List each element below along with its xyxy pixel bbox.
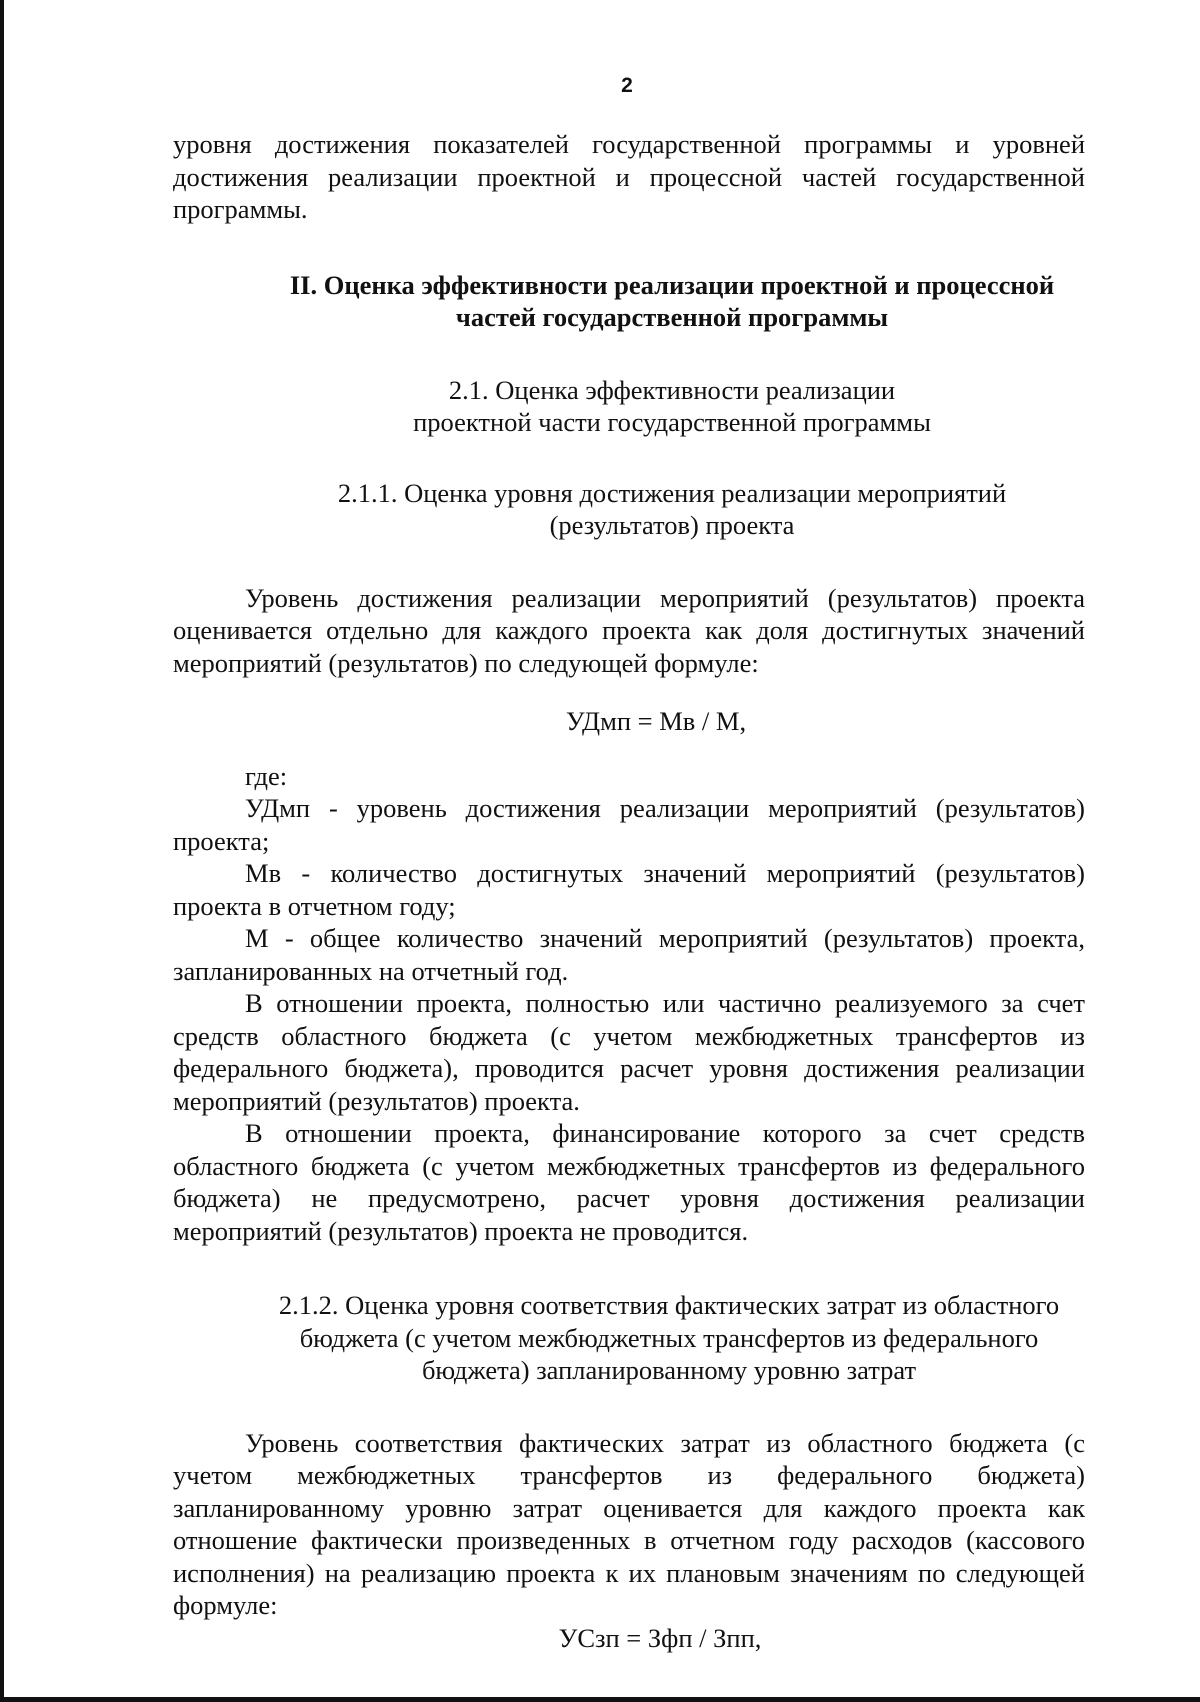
- intro-paragraph: уровня достижения показателей государственной программы и уровней достижения реализации проектной и процессной частей государственной программы.: [173, 129, 1085, 224]
- subsection-title-line-2: проектной части государственной программы: [413, 407, 931, 437]
- subsection-title-line-1: 2.1. Оценка эффективности реализации: [448, 374, 896, 405]
- level-description-paragraph: Уровень достижения реализации мероприятий (результатов) проекта оценивается отдельно для каждого проекта как доля достигнутых значений мероприятий (результатов) по следующей формуле:: [173, 582, 1085, 678]
- formula-uszp: УСзп = Зфп / Зпп,: [558, 1622, 762, 1653]
- subsubsection-1-title-line-1: 2.1.1. Оценка уровня достижения реализации мероприятий: [337, 477, 1007, 508]
- cost-description-paragraph: Уровень соответствия фактических затрат из областного бюджета (с учетом межбюджетных трансфертов из федерального бюджета) запланированному уровню затрат оценивается для каждого проекта как отношение фактически произведенных в отчетном году расходов (кассового исполнения) на реализацию проекта к их плановым значениям по следующей формуле:: [173, 1427, 1085, 1620]
- page-number: 2: [621, 74, 633, 97]
- subsection-title: [173, 374, 1085, 439]
- subsubsection-2-title-line-1: 2.1.2. Оценка уровня соответствия фактических затрат из областного: [278, 1290, 1060, 1320]
- section-title-line-2: частей государственной программы: [455, 302, 889, 332]
- definition-mv: Мв - количество достигнутых значений мероприятий (результатов) проекта в отчетном году;: [173, 858, 1085, 921]
- subsubsection-1-title-line-2: (результатов) проекта: [549, 510, 795, 540]
- not-funded-paragraph: В отношении проекта, финансирование которого за счет средств областного бюджета (с учетом межбюджетных трансфертов из федерального бюджета) не предусмотрено, расчет уровня достижения реализации мероприятий (результатов) проекта не проводится.: [173, 1118, 1085, 1246]
- subsubsection-1-title: [173, 477, 1085, 542]
- definition-udmp: УДмп - уровень достижения реализации мероприятий (результатов) проекта;: [173, 793, 1085, 856]
- subsubsection-2-title-line-3: бюджета) запланированному уровню затрат: [421, 1355, 917, 1385]
- subsubsection-2-title: [173, 1289, 1085, 1387]
- subsubsection-2-title-line-2: бюджета (с учетом межбюджетных трансфертов из федерального: [299, 1322, 1039, 1353]
- where-label: где:: [245, 760, 288, 791]
- section-title-line-1: II. Оценка эффективности реализации проектной и процессной: [289, 269, 1055, 300]
- regional-funded-paragraph: В отношении проекта, полностью или частично реализуемого за счет средств областного бюджета (с учетом межбюджетных трансфертов из федерального бюджета), проводится расчет уровня достижения реализации мероприятий (результатов) проекта.: [173, 988, 1085, 1116]
- document-body: [173, 128, 1085, 1654]
- section-title: [173, 269, 1085, 334]
- definition-m: М - общее количество значений мероприятий (результатов) проекта, запланированных на отчетный год.: [173, 923, 1085, 986]
- formula-udmp: УДмп = Мв / М,: [565, 706, 747, 736]
